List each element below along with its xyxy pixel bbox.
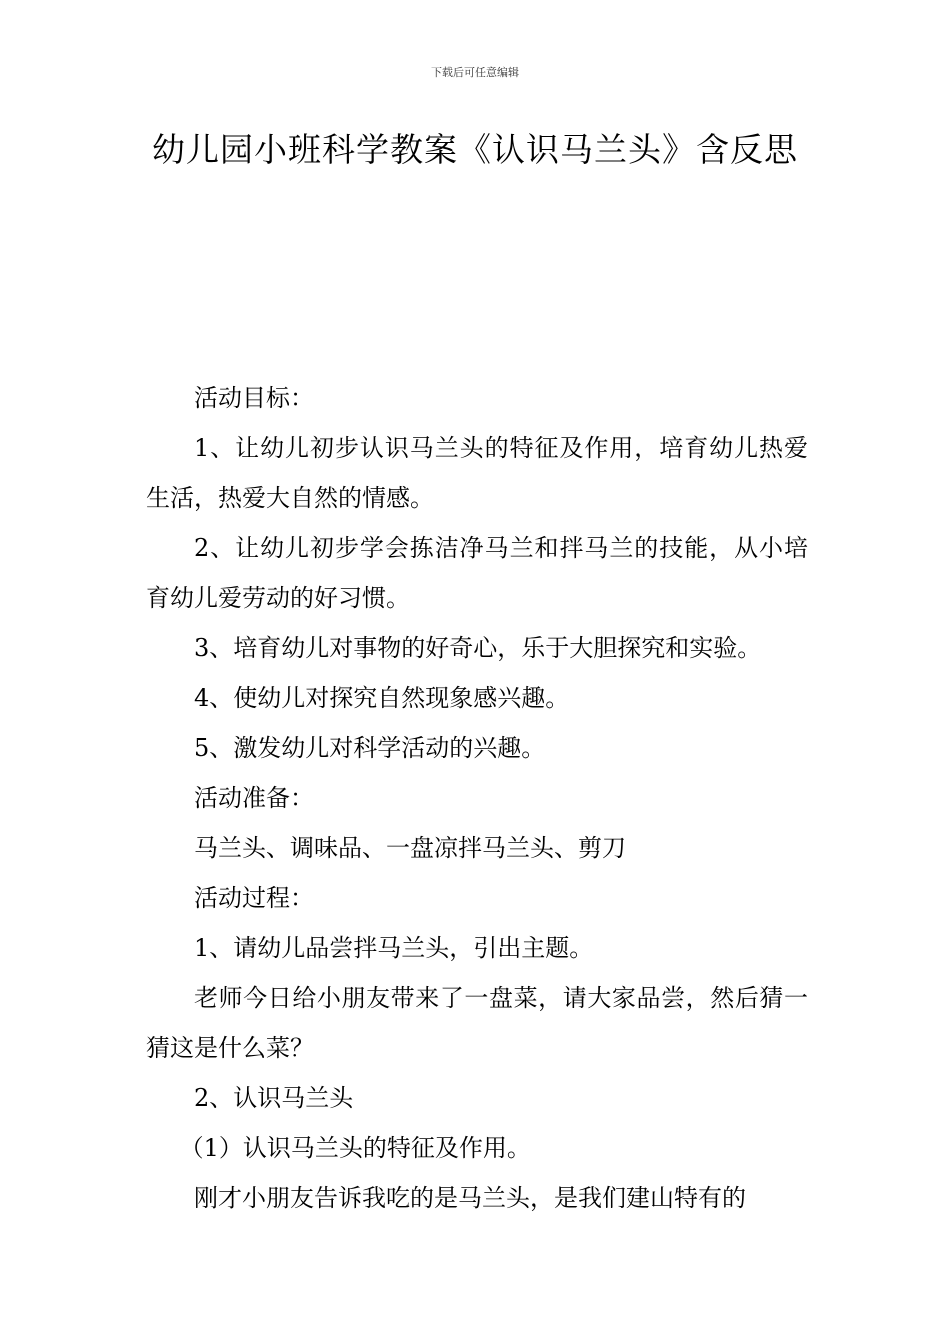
document-title: 幼儿园小班科学教案《认识马兰头》含反思: [152, 130, 798, 169]
paragraph-goal-1: 1、让幼儿初步认识马兰头的特征及作用，培育幼儿热爱生活，热爱大自然的情感。: [146, 434, 808, 512]
paragraph-process-step-2-1-detail: 刚才小朋友告诉我吃的是马兰头，是我们建山特有的: [194, 1184, 746, 1212]
paragraph-process-step-2-1: （1）认识马兰头的特征及作用。: [179, 1134, 531, 1162]
paragraph-goal-4: 4、使幼儿对探究自然现象感兴趣。: [194, 684, 570, 712]
paragraph-process-step-2: 2、认识马兰头: [194, 1084, 354, 1112]
paragraph-activity-goals-heading: 活动目标：: [194, 384, 314, 412]
paragraph-goal-5: 5、激发幼儿对科学活动的兴趣。: [194, 734, 546, 762]
paragraph-process-heading: 活动过程：: [194, 884, 314, 912]
paragraph-process-step-1: 1、请幼儿品尝拌马兰头，引出主题。: [194, 934, 594, 962]
document-body: [146, 373, 808, 1223]
paragraph-preparation-items: 马兰头、调味品、一盘凉拌马兰头、剪刀: [194, 834, 626, 862]
paragraph-goal-3: 3、培育幼儿对事物的好奇心，乐于大胆探究和实验。: [194, 634, 762, 662]
paragraph-preparation-heading: 活动准备：: [194, 784, 314, 812]
paragraph-goal-2: 2、让幼儿初步学会拣洁净马兰和拌马兰的技能，从小培育幼儿爱劳动的好习惯。: [146, 534, 808, 612]
header-note: 下载后可任意编辑: [431, 66, 519, 79]
paragraph-process-step-1-detail: 老师今日给小朋友带来了一盘菜，请大家品尝，然后猜一猜这是什么菜？: [146, 984, 808, 1062]
